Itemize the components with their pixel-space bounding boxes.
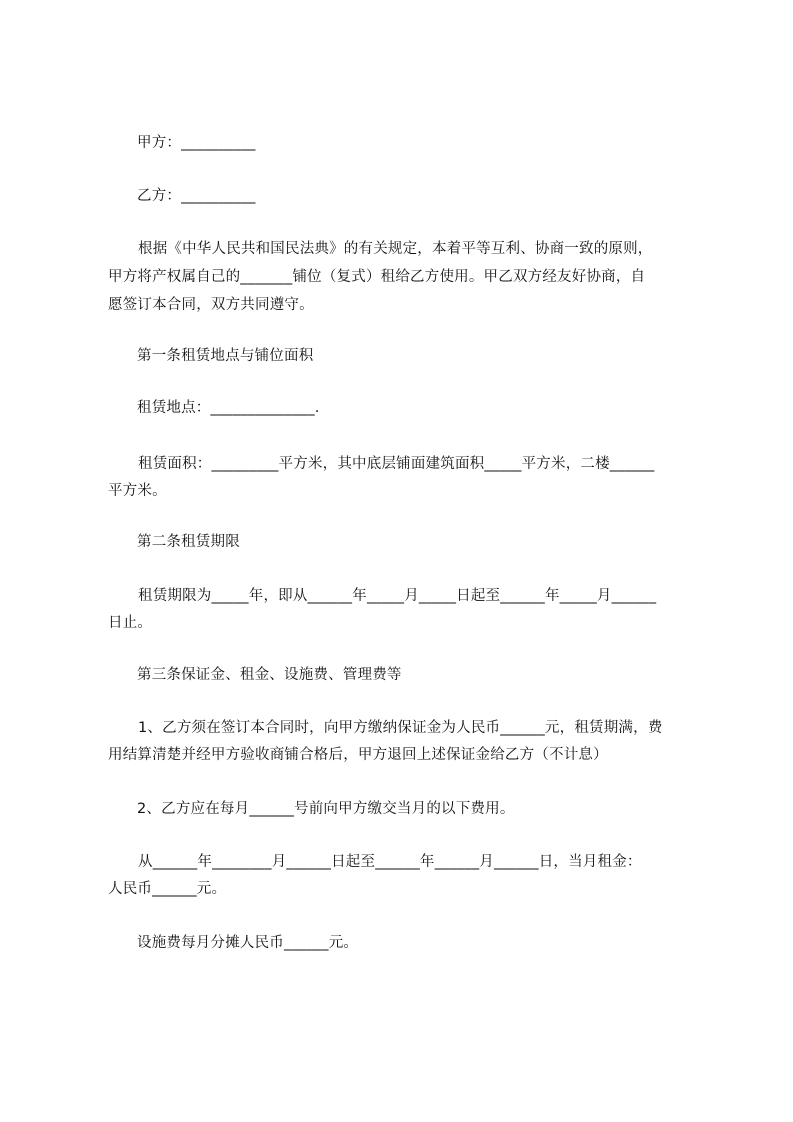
rental-area-line-2: 平方米。 xyxy=(108,483,167,499)
rental-term-line-2: 日止。 xyxy=(108,615,153,631)
monthly-rent-line-2: 人民币______元。 xyxy=(108,881,227,897)
rental-area-line-1: 租赁面积：_________平方米，其中底层铺面建筑面积_____平方米，二楼______ xyxy=(138,456,655,472)
intro-paragraph-line-1: 根据《中华人民共和国民法典》的有关规定，本着平等互利、协商一致的原则， xyxy=(138,241,653,257)
monthly-rent-line-1: 从______年________月______日起至______年______月______日，当月租金： xyxy=(138,854,642,870)
deposit-clause-line-1: 1、乙方须在签订本合同时，向甲方缴纳保证金为人民币______元，租赁期满，费 xyxy=(138,720,663,736)
deposit-clause-line-2: 用结算清楚并经甲方验收商铺合格后，甲方退回上述保证金给乙方（不计息） xyxy=(108,747,608,763)
facility-fee-line: 设施费每月分摊人民币______元。 xyxy=(137,935,359,951)
rental-term-line-1: 租赁期限为_____年，即从______年_____月_____日起至______年_____月______ xyxy=(138,588,657,604)
rental-location-line: 租赁地点：______________. xyxy=(137,400,320,416)
article-2-title: 第二条租赁期限 xyxy=(137,534,240,550)
article-3-title: 第三条保证金、租金、设施费、管理费等 xyxy=(137,667,402,683)
party-b-line: 乙方：__________ xyxy=(137,188,256,204)
monthly-fee-clause: 2、乙方应在每月______号前向甲方缴交当月的以下费用。 xyxy=(137,801,515,817)
party-a-line: 甲方：__________ xyxy=(137,135,256,151)
article-1-title: 第一条租赁地点与铺位面积 xyxy=(137,348,314,364)
intro-paragraph-line-2: 甲方将产权属自己的_______铺位（复式）租给乙方使用。甲乙双方经友好协商，自 xyxy=(108,269,646,285)
intro-paragraph-line-3: 愿签订本合同，双方共同遵守。 xyxy=(108,297,314,313)
